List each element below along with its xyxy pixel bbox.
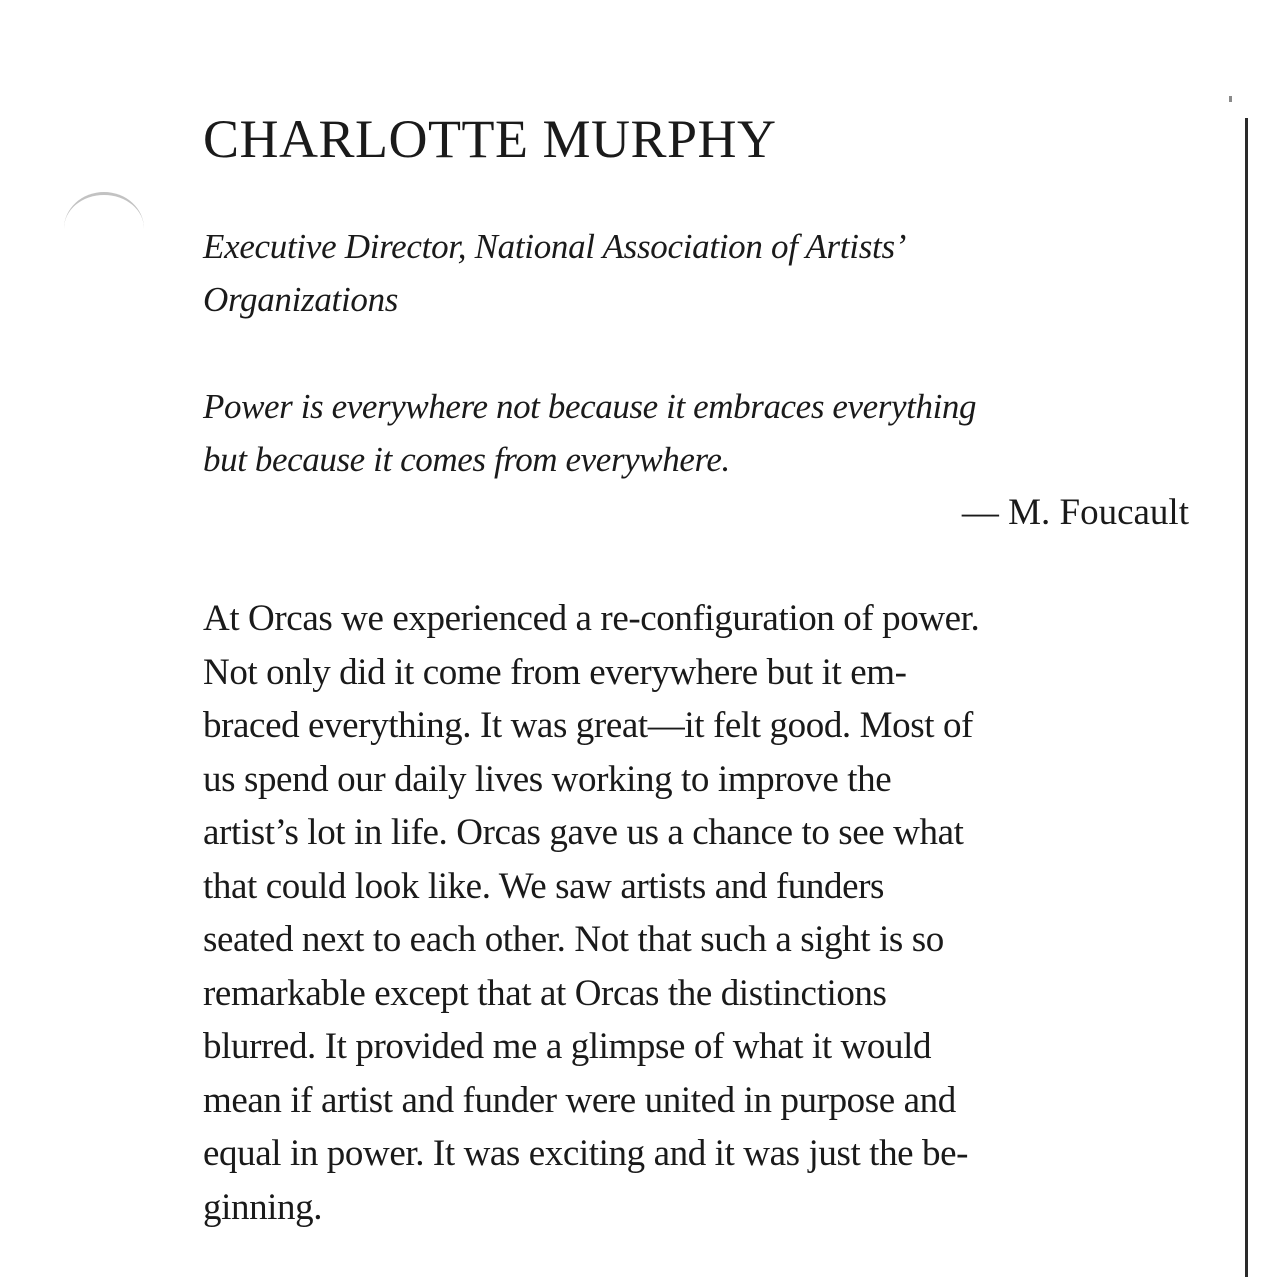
body-line: equal in power. It was exciting and it was just the be-: [203, 1133, 969, 1174]
body-line: that could look like. We saw artists and funders: [203, 865, 885, 907]
epigraph-line: but because it comes from everywhere.: [203, 440, 730, 479]
affiliation-block: [203, 220, 1163, 326]
body-line: At Orcas we experienced a re-configuration of power.: [203, 598, 980, 639]
body-line: us spend our daily lives working to improve the: [203, 758, 892, 800]
body-line: artist’s lot in life. Orcas gave us a chance to see what: [203, 812, 964, 853]
affiliation-line: Executive Director, National Association of Artists’: [203, 227, 907, 266]
body-line: ginning.: [203, 1186, 323, 1228]
page-edge-mark: [64, 192, 144, 265]
epigraph-line: Power is everywhere not because it embraces everything: [203, 387, 977, 426]
affiliation-line: Organizations: [203, 280, 399, 319]
body-line: remarkable except that at Orcas the distinctions: [203, 972, 887, 1014]
epigraph-quote: [203, 380, 1183, 486]
body-line: blurred. It provided me a glimpse of what it would: [203, 1026, 932, 1067]
body-line: mean if artist and funder were united in purpose and: [203, 1079, 956, 1121]
body-line: seated next to each other. Not that such a sight is so: [203, 919, 944, 960]
person-name-heading: CHARLOTTE MURPHY: [203, 109, 777, 169]
body-paragraph: [203, 592, 1203, 1234]
margin-tick-mark: [1229, 96, 1232, 102]
body-line: braced everything. It was great—it felt good. Most of: [203, 705, 973, 746]
body-line: Not only did it come from everywhere but it em-: [203, 651, 907, 693]
margin-rule-line: [1245, 118, 1248, 1277]
epigraph-attribution: — M. Foucault: [961, 492, 1189, 533]
